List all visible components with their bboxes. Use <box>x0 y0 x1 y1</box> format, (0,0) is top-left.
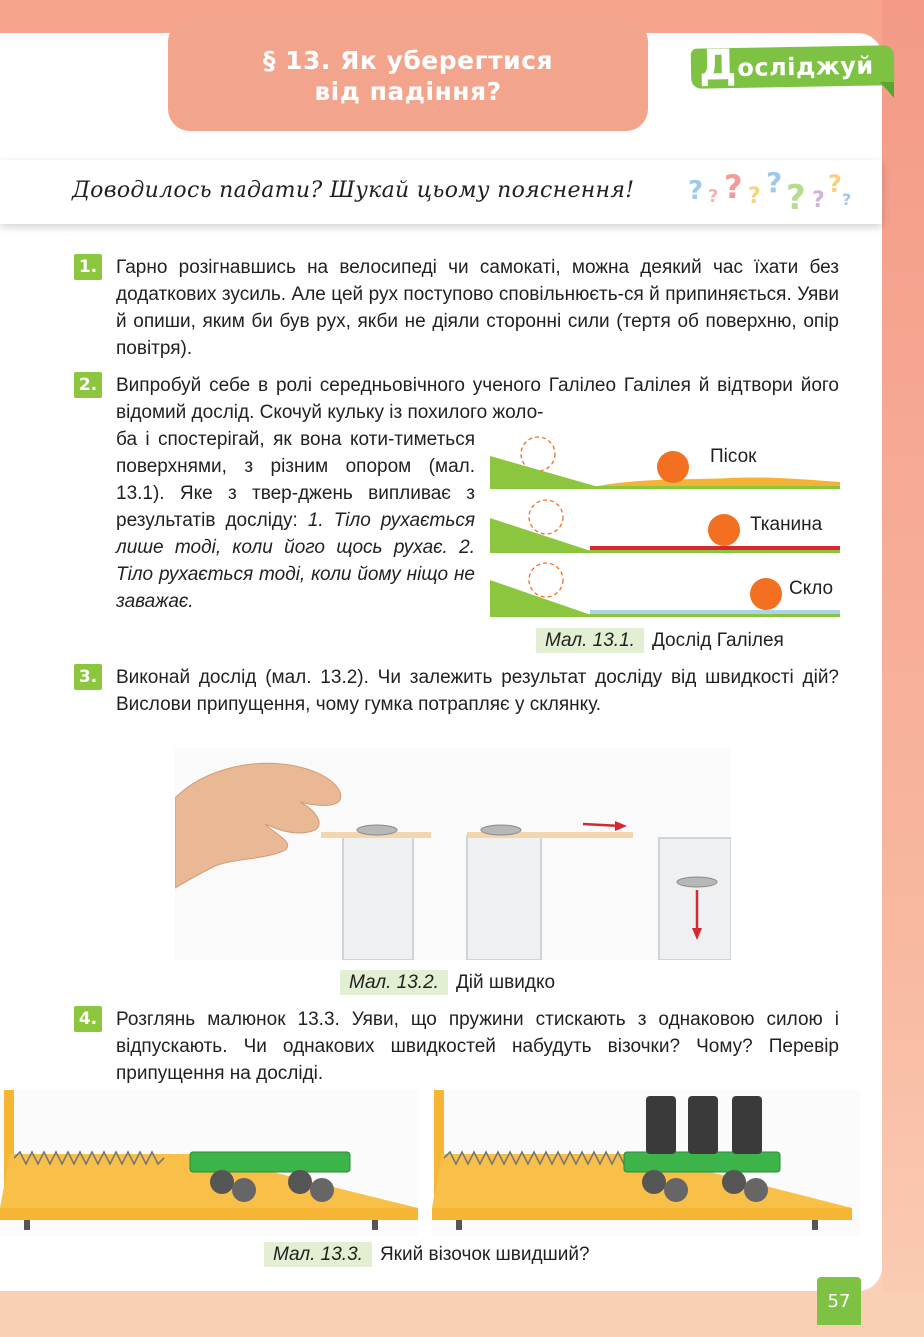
figure-13-2-caption <box>340 972 555 994</box>
ramp-2 <box>490 518 594 552</box>
ramp-1 <box>490 456 602 488</box>
label-fabric: Тканина <box>750 514 823 535</box>
coin-glass-figure <box>175 748 731 960</box>
section-title-line2: від падіння? <box>314 76 502 106</box>
question-marks-icon: ? ? ? ? ? ? ? ? ? <box>688 166 852 218</box>
cart-left <box>190 1152 350 1172</box>
glass-surface <box>590 610 840 614</box>
ramp-3 <box>490 580 594 616</box>
caption-text: Дослід Галілея <box>651 630 784 651</box>
explore-badge-first-letter: Д <box>698 39 737 90</box>
carts-figure <box>0 1090 860 1236</box>
caption-tag: Мал. 13.3. <box>264 1242 372 1267</box>
figure-13-3-caption <box>264 1244 590 1266</box>
ball-start-outline <box>529 500 563 534</box>
page-number: 57 <box>817 1277 861 1325</box>
coin-3 <box>677 877 717 887</box>
task-2-number: 2. <box>74 372 102 398</box>
base-line-2 <box>490 550 840 553</box>
caption-tag: Мал. 13.2. <box>340 970 448 995</box>
caption-text: Який візочок швидший? <box>379 1244 590 1265</box>
task-3-number: 3. <box>74 664 102 690</box>
section-title-line1: § 13. Як уберегтися <box>262 45 554 75</box>
section-title <box>168 20 648 131</box>
caption-tag: Мал. 13.1. <box>536 628 644 653</box>
motto-text: Доводилось падати? Шукай цьому пояснення! <box>72 178 635 203</box>
task-4-number: 4. <box>74 1006 102 1032</box>
bottom-border <box>0 1291 924 1337</box>
coin-1 <box>357 825 397 835</box>
task-2-text-regular: ба і спостерігай, як вона коти-тиметься поверхнями, з різним опором (мал. 13.1). Яке з твер-джень випливає з результатів досліду: <box>116 429 475 531</box>
base-line-1 <box>490 486 840 489</box>
fabric-surface <box>590 546 840 550</box>
task-2-text-left <box>116 426 475 615</box>
ball-start-outline <box>521 437 555 471</box>
task-2-text-top: Випробуй себе в ролі середньовічного ученого Галілео Галілея й відтвори його відомий дослід. Скочуй кульку із похилого жоло- <box>116 375 839 423</box>
task-1-text: Гарно розігнавшись на велосипеді чи самокаті, можна деякий час їхати без додаткових зусиль. Але цей рух поступово сповільнюєть-ся й припиняється. Уяви й опиши, яким би був рух, якби не діяли сторонні сили (тертя об поверхню, опір повітря). <box>116 257 839 359</box>
glass-2 <box>467 836 541 960</box>
weight-2 <box>688 1096 718 1154</box>
task-4-text: Розглянь малюнок 13.3. Уяви, що пружини стискають з однаковою силою і відпускають. Чи однакових швидкостей набудуть візочки? Чому? Перевір припущення на досліді. <box>116 1009 839 1084</box>
ball-glass <box>750 578 782 610</box>
ball-sand <box>657 451 689 483</box>
weight-1 <box>646 1096 676 1154</box>
label-sand: Пісок <box>710 446 757 467</box>
task-2-text-italic: 1. Тіло рухається лише тоді, коли його щось рухає. 2. Тіло рухається тоді, коли йому ніщо не заважає. <box>116 510 475 612</box>
ball-fabric <box>708 514 740 546</box>
caption-text: Дій швидко <box>455 972 556 993</box>
explore-badge-rest: осліджуй <box>737 51 874 82</box>
ball-start-outline <box>529 563 563 597</box>
label-glass: Скло <box>789 578 834 599</box>
coin-2 <box>481 825 521 835</box>
base-line-3 <box>490 614 840 617</box>
task-3-text: Виконай дослід (мал. 13.2). Чи залежить результат досліду від швидкості дій? Вислови припущення, чому гумка потрапляє у склянку. <box>116 667 839 715</box>
glass-3 <box>659 838 731 960</box>
figure-13-1-caption <box>536 630 784 652</box>
track-left <box>0 1208 418 1220</box>
task-1-number: 1. <box>74 254 102 280</box>
explore-badge <box>691 39 895 90</box>
side-border <box>882 0 924 1337</box>
weight-3 <box>732 1096 762 1154</box>
cart-right <box>624 1152 780 1172</box>
glass-1 <box>343 836 413 960</box>
track-right <box>432 1208 852 1220</box>
